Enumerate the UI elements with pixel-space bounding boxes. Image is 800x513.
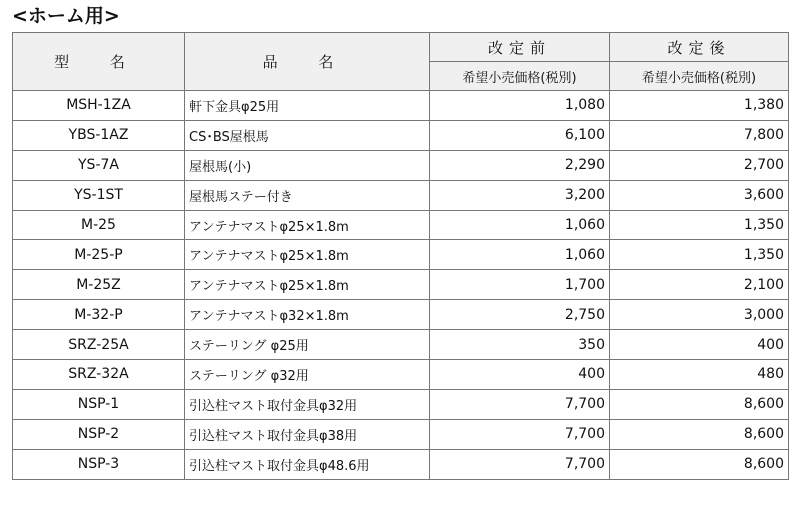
cell-model: M-25 [13, 210, 185, 240]
cell-price-before: 1,080 [430, 91, 610, 121]
header-after: 改定後 [610, 33, 789, 62]
table-row [13, 270, 789, 300]
table-row [13, 449, 789, 479]
cell-name: 屋根馬ステー付き [185, 180, 430, 210]
cell-price-after: 2,100 [610, 270, 789, 300]
header-before: 改定前 [430, 33, 610, 62]
table-row [13, 330, 789, 360]
cell-model: M-32-P [13, 300, 185, 330]
header-after-sub: 希望小売価格(税別) [610, 62, 789, 91]
cell-price-after: 8,600 [610, 389, 789, 419]
cell-model: NSP-3 [13, 449, 185, 479]
cell-price-before: 350 [430, 330, 610, 360]
cell-model: SRZ-32A [13, 360, 185, 390]
table-row [13, 300, 789, 330]
header-before-sub: 希望小売価格(税別) [430, 62, 610, 91]
cell-name: アンテナマストφ25×1.8m [185, 270, 430, 300]
cell-name: 引込柱マスト取付金具φ48.6用 [185, 449, 430, 479]
page-title: <ホーム用> [12, 5, 120, 27]
cell-model: M-25-P [13, 240, 185, 270]
cell-price-before: 1,700 [430, 270, 610, 300]
cell-model: SRZ-25A [13, 330, 185, 360]
cell-model: YS-1ST [13, 180, 185, 210]
cell-name: アンテナマストφ32×1.8m [185, 300, 430, 330]
cell-price-after: 8,600 [610, 449, 789, 479]
header-name: 品 名 [185, 33, 430, 91]
cell-price-before: 2,290 [430, 150, 610, 180]
cell-name: ステーリング φ32用 [185, 360, 430, 390]
table-row [13, 240, 789, 270]
cell-name: 軒下金具φ25用 [185, 91, 430, 121]
cell-price-after: 1,350 [610, 240, 789, 270]
table-row [13, 120, 789, 150]
cell-name: ステーリング φ25用 [185, 330, 430, 360]
cell-model: M-25Z [13, 270, 185, 300]
cell-price-before: 400 [430, 360, 610, 390]
table-row [13, 360, 789, 390]
cell-price-after: 480 [610, 360, 789, 390]
cell-price-after: 3,000 [610, 300, 789, 330]
cell-model: YBS-1AZ [13, 120, 185, 150]
header-model: 型 名 [13, 33, 185, 91]
cell-price-before: 2,750 [430, 300, 610, 330]
cell-name: 引込柱マスト取付金具φ38用 [185, 419, 430, 449]
table-row [13, 389, 789, 419]
cell-price-after: 400 [610, 330, 789, 360]
cell-price-after: 1,350 [610, 210, 789, 240]
cell-price-after: 1,380 [610, 91, 789, 121]
cell-name: 引込柱マスト取付金具φ32用 [185, 389, 430, 419]
table-row [13, 210, 789, 240]
cell-name: アンテナマストφ25×1.8m [185, 210, 430, 240]
cell-model: YS-7A [13, 150, 185, 180]
cell-name: CS･BS屋根馬 [185, 120, 430, 150]
cell-price-after: 7,800 [610, 120, 789, 150]
cell-price-before: 1,060 [430, 210, 610, 240]
cell-model: NSP-1 [13, 389, 185, 419]
cell-price-before: 7,700 [430, 419, 610, 449]
cell-price-before: 1,060 [430, 240, 610, 270]
cell-name: アンテナマストφ25×1.8m [185, 240, 430, 270]
cell-price-before: 3,200 [430, 180, 610, 210]
cell-name: 屋根馬(小) [185, 150, 430, 180]
cell-price-after: 2,700 [610, 150, 789, 180]
cell-price-after: 3,600 [610, 180, 789, 210]
cell-model: MSH-1ZA [13, 91, 185, 121]
table-row [13, 150, 789, 180]
table-row [13, 180, 789, 210]
cell-price-before: 6,100 [430, 120, 610, 150]
table-row [13, 91, 789, 121]
price-table [12, 32, 789, 480]
cell-model: NSP-2 [13, 419, 185, 449]
cell-price-before: 7,700 [430, 449, 610, 479]
table-row [13, 419, 789, 449]
cell-price-before: 7,700 [430, 389, 610, 419]
cell-price-after: 8,600 [610, 419, 789, 449]
